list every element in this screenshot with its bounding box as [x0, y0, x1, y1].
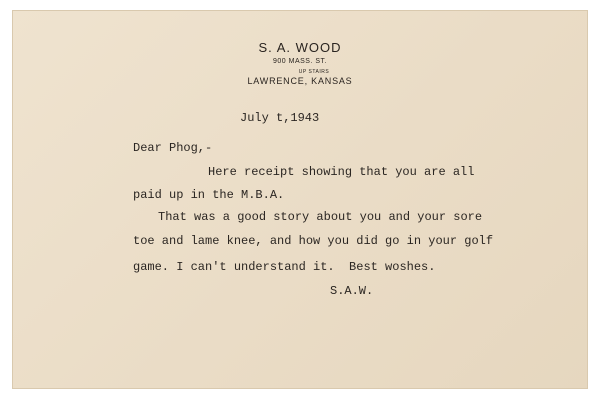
letterhead-city: LAWRENCE, KANSAS	[247, 76, 353, 86]
letterhead-note: UP STAIRS	[298, 69, 330, 75]
letter-body-line: paid up in the M.B.A.	[133, 188, 285, 202]
letter-body-line: toe and lame knee, and how you did go in your golf	[133, 234, 494, 248]
letter-paper	[12, 10, 588, 389]
letterhead-name: S. A. WOOD	[258, 40, 342, 55]
letter-date: July t,1943	[240, 111, 320, 125]
letter-body-line: That was a good story about you and your sore	[158, 210, 483, 224]
letter-body-line: Here receipt showing that you are all	[208, 165, 475, 179]
letterhead-street: 900 MASS. ST.	[273, 58, 327, 65]
letter-signature: S.A.W.	[330, 284, 374, 298]
letter-body-line: game. I can't understand it. Best woshes.	[133, 260, 436, 274]
letter-salutation: Dear Phog,-	[133, 141, 213, 155]
